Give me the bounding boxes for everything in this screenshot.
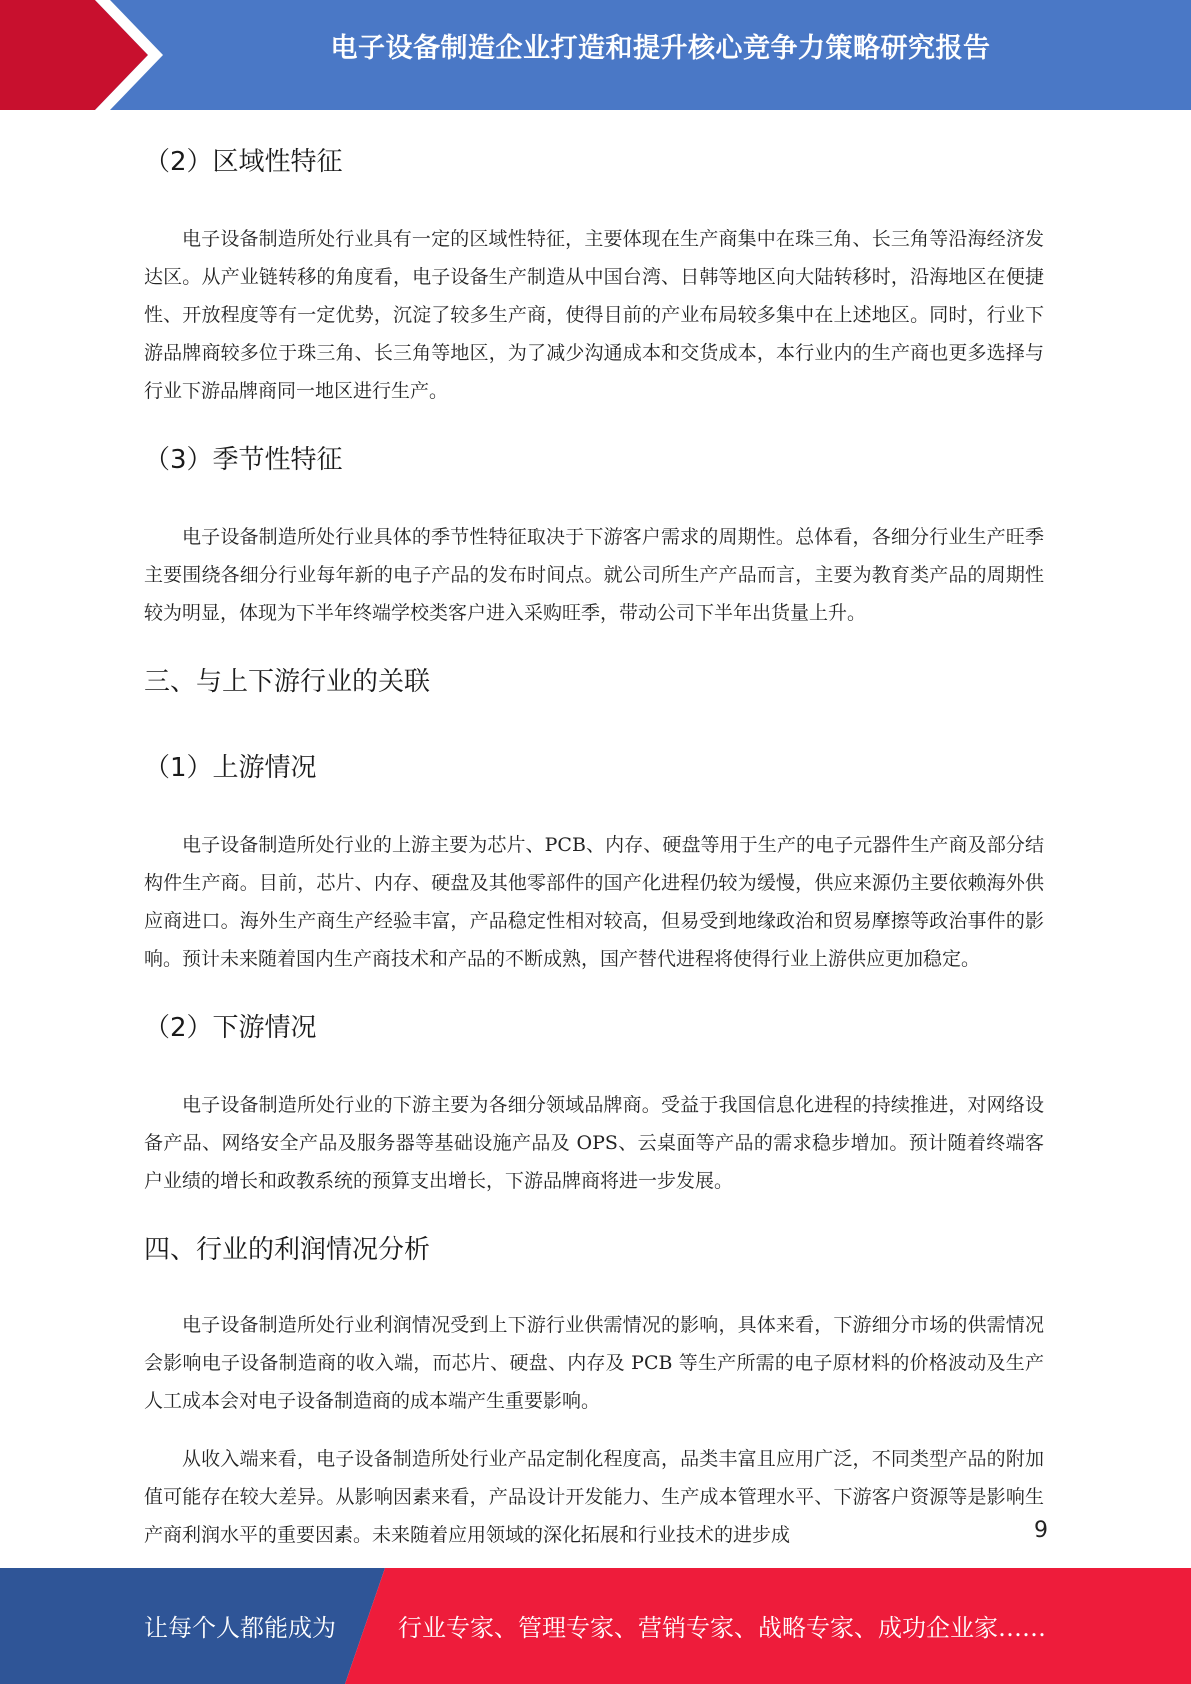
- page-number: 9: [1034, 1518, 1048, 1543]
- footer-slogan-left: 让每个人都能成为: [144, 1614, 336, 1642]
- paragraph-profit-1: 电子设备制造所处行业利润情况受到上下游行业供需情况的影响，具体来看，下游细分市场的供需情况会影响电子设备制造商的收入端，而芯片、硬盘、内存及 PCB 等生产所需的电子原材料的价格波动及生产人工成本会对电子设备制造商的成本端产生重要影响。: [144, 1314, 1044, 1412]
- section-heading-seasonal: （3）季节性特征: [144, 445, 343, 475]
- paragraph-profit-2: 从收入端来看，电子设备制造所处行业产品定制化程度高，品类丰富且应用广泛，不同类型产品的附加值可能存在较大差异。从影响因素来看，产品设计开发能力、生产成本管理水平、下游客户资源等是影响生产商利润水平的重要因素。未来随着应用领域的深化拓展和行业技术的进步成: [144, 1448, 1044, 1546]
- page-footer: [0, 1568, 1191, 1684]
- main-content: [144, 118, 1044, 1574]
- page-header: [0, 0, 1191, 110]
- footer-slogan-right: 行业专家、管理专家、营销专家、战略专家、成功企业家……: [398, 1614, 1046, 1642]
- paragraph-regional: 电子设备制造所处行业具有一定的区域性特征，主要体现在生产商集中在珠三角、长三角等沿海经济发达区。从产业链转移的角度看，电子设备生产制造从中国台湾、日韩等地区向大陆转移时，沿海地区在便捷性、开放程度等有一定优势，沉淀了较多生产商，使得目前的产业布局较多集中在上述地区。同时，行业下游品牌商较多位于珠三角、长三角等地区，为了减少沟通成本和交货成本，本行业内的生产商也更多选择与行业下游品牌商同一地区进行生产。: [144, 228, 1044, 402]
- section-heading-regional: （2）区域性特征: [144, 147, 343, 177]
- paragraph-seasonal: 电子设备制造所处行业具体的季节性特征取决于下游客户需求的周期性。总体看，各细分行业生产旺季主要围绕各细分行业每年新的电子产品的发布时间点。就公司所生产产品而言，主要为教育类产品的周期性较为明显，体现为下半年终端学校类客户进入采购旺季，带动公司下半年出货量上升。: [144, 526, 1044, 624]
- chapter-heading-chain: 三、与上下游行业的关联: [144, 667, 431, 697]
- section-heading-downstream: （2）下游情况: [144, 1013, 317, 1043]
- paragraph-downstream: 电子设备制造所处行业的下游主要为各细分领域品牌商。受益于我国信息化进程的持续推进，对网络设备产品、网络安全产品及服务器等基础设施产品及 OPS、云桌面等产品的需求稳步增加。预计随着终端客户业绩的增长和政教系统的预算支出增长，下游品牌商将进一步发展。: [144, 1094, 1044, 1192]
- chapter-heading-profit: 四、行业的利润情况分析: [144, 1235, 431, 1265]
- paragraph-upstream: 电子设备制造所处行业的上游主要为芯片、PCB、内存、硬盘等用于生产的电子元器件生产商及部分结构件生产商。目前，芯片、内存、硬盘及其他零部件的国产化进程仍较为缓慢，供应来源仍主要依赖海外供应商进口。海外生产商生产经验丰富，产品稳定性相对较高，但易受到地缘政治和贸易摩擦等政治事件的影响。预计未来随着国内生产商技术和产品的不断成熟，国产替代进程将使得行业上游供应更加稳定。: [144, 834, 1044, 970]
- section-heading-upstream: （1）上游情况: [144, 753, 317, 783]
- header-title: 电子设备制造企业打造和提升核心竞争力策略研究报告: [330, 33, 991, 64]
